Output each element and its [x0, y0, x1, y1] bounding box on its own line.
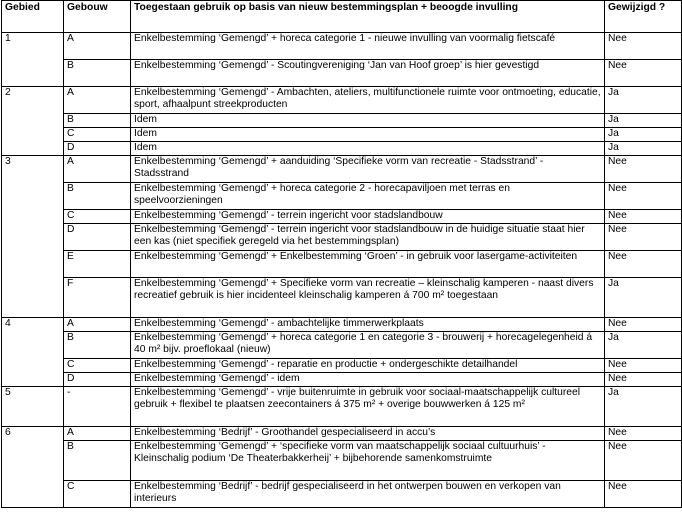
table-row: [2, 332, 682, 359]
table-row: [2, 210, 682, 224]
gewijzigd-cell: Ja: [605, 128, 682, 142]
table-row: [2, 87, 682, 114]
gewijzigd-cell: Nee: [605, 373, 682, 387]
gewijzigd-cell: Nee: [605, 183, 682, 210]
table-row: [2, 224, 682, 251]
gebouw-cell: B: [64, 114, 131, 128]
gebouw-cell: C: [64, 359, 131, 373]
gebouw-cell: A: [64, 156, 131, 183]
gebruik-cell: Enkelbestemming ‘Gemengd’ + horeca categorie 1 en categorie 3 - brouwerij + horecagelegenheid á 40 m² bijv. proeflokaal (nieuw): [131, 332, 605, 359]
gebruik-cell: Enkelbestemming ‘Gemengd’ - idem: [131, 373, 605, 387]
gewijzigd-cell: Ja: [605, 387, 682, 427]
table-row: [2, 183, 682, 210]
gebied-cell: 4: [2, 318, 64, 387]
table-row: [2, 142, 682, 156]
gebied-cell: 5: [2, 387, 64, 427]
gebruik-cell: Enkelbestemming ‘Gemengd’ - Scoutingvereniging ‘Jan van Hoof groep’ is hier gevestigd: [131, 60, 605, 87]
gewijzigd-cell: Nee: [605, 251, 682, 278]
table-row: [2, 359, 682, 373]
table-row: [2, 373, 682, 387]
gebied-cell: 1: [2, 33, 64, 87]
table-row: [2, 251, 682, 278]
gebruik-cell: Enkelbestemming ‘Gemengd’ - vrije buitenruimte in gebruik voor sociaal-maatschappelijk cultureel gebruik + flexibel te plaatsen zeecontainers á 375 m² + overige bouwwerken á 125 m²: [131, 387, 605, 427]
gewijzigd-cell: Ja: [605, 278, 682, 318]
gebruik-cell: Enkelbestemming ‘Bedrijf’ - Groothandel gespecialiseerd in accu’s: [131, 427, 605, 441]
gebouw-cell: D: [64, 224, 131, 251]
table-row: [2, 427, 682, 441]
gebruik-cell: Idem: [131, 128, 605, 142]
gebruik-cell: Idem: [131, 142, 605, 156]
gebouw-cell: B: [64, 183, 131, 210]
gebied-cell: 6: [2, 427, 64, 508]
gebouw-cell: D: [64, 142, 131, 156]
gewijzigd-cell: Ja: [605, 142, 682, 156]
gebouw-cell: A: [64, 318, 131, 332]
table-row: [2, 33, 682, 60]
gebruik-cell: Enkelbestemming ‘Gemengd’ - reparatie en productie + ondergeschikte detailhandel: [131, 359, 605, 373]
gebruik-cell: Enkelbestemming ‘Gemengd’ - terrein ingericht voor stadslandbouw: [131, 210, 605, 224]
gewijzigd-cell: Ja: [605, 114, 682, 128]
gewijzigd-cell: Nee: [605, 60, 682, 87]
gewijzigd-cell: Nee: [605, 441, 682, 481]
gebouw-cell: B: [64, 60, 131, 87]
gewijzigd-cell: Nee: [605, 318, 682, 332]
gebouw-cell: A: [64, 33, 131, 60]
gebruik-cell: Enkelbestemming ‘Gemengd’ + ‘specifieke vorm van maatschappelijk sociaal cultuurhuis’ - Kleinschalig podium ‘De Theaterbakkerheij’ + bijbehorende samenkomstruimte: [131, 441, 605, 481]
gebruik-cell: Enkelbestemming ‘Gemengd’ - terrein ingericht voor stadslandbouw in de huidige situatie staat hier een kas (niet specifiek geregeld via het bestemmingsplan): [131, 224, 605, 251]
table-row: [2, 128, 682, 142]
gewijzigd-cell: Nee: [605, 156, 682, 183]
gewijzigd-cell: Nee: [605, 210, 682, 224]
table-row: [2, 156, 682, 183]
gebouw-cell: B: [64, 441, 131, 481]
gebruik-cell: Enkelbestemming ‘Bedrijf’ - bedrijf gespecialiseerd in het ontwerpen bouwen en verkopen van interieurs: [131, 481, 605, 508]
table-row: [2, 114, 682, 128]
gebruik-cell: Enkelbestemming ‘Gemengd’ + aanduiding ‘Specifieke vorm van recreatie - Stadsstrand’ - Stadsstrand: [131, 156, 605, 183]
gebruik-cell: Enkelbestemming ‘Gemengd’ + Enkelbestemming ‘Groen’ - in gebruik voor lasergame-activiteiten: [131, 251, 605, 278]
header-row: [2, 1, 682, 33]
gebouw-cell: E: [64, 251, 131, 278]
gebruik-cell: Enkelbestemming ‘Gemengd’ + horeca categorie 1 - nieuwe invulling van voormalig fietscafé: [131, 33, 605, 60]
gebied-cell: 3: [2, 156, 64, 318]
table-row: [2, 481, 682, 508]
table-row: [2, 318, 682, 332]
gebouw-cell: A: [64, 87, 131, 114]
gewijzigd-cell: Nee: [605, 481, 682, 508]
gebouw-cell: D: [64, 373, 131, 387]
header-gebruik: Toegestaan gebruik op basis van nieuw bestemmingsplan + beoogde invulling: [131, 1, 605, 33]
gebouw-cell: -: [64, 387, 131, 427]
table-body: [2, 33, 682, 508]
gewijzigd-cell: Ja: [605, 332, 682, 359]
gebouw-cell: F: [64, 278, 131, 318]
gebied-cell: 2: [2, 87, 64, 156]
gebruik-cell: Enkelbestemming ‘Gemengd’ - Ambachten, ateliers, multifunctionele ruimte voor ontmoeting, educatie, sport, afhaalpunt streekproducten: [131, 87, 605, 114]
gebouw-cell: C: [64, 210, 131, 224]
gewijzigd-cell: Nee: [605, 33, 682, 60]
table-row: [2, 441, 682, 481]
gewijzigd-cell: Nee: [605, 427, 682, 441]
table-row: [2, 387, 682, 427]
header-gewijzigd: Gewijzigd ?: [605, 1, 682, 33]
gebouw-cell: A: [64, 427, 131, 441]
gebouw-cell: C: [64, 481, 131, 508]
gebruik-cell: Idem: [131, 114, 605, 128]
gewijzigd-cell: Ja: [605, 87, 682, 114]
header-gebied: Gebied: [2, 1, 64, 33]
gewijzigd-cell: Nee: [605, 359, 682, 373]
gewijzigd-cell: Nee: [605, 224, 682, 251]
header-gebouw: Gebouw: [64, 1, 131, 33]
table-row: [2, 278, 682, 318]
gebouw-cell: C: [64, 128, 131, 142]
gebruik-cell: Enkelbestemming ‘Gemengd’ + Specifieke vorm van recreatie – kleinschalig kamperen - naast divers recreatief gebruik is hier incidenteel kleinschalig kamperen á 700 m² toegestaan: [131, 278, 605, 318]
table-row: [2, 60, 682, 87]
gebruik-cell: Enkelbestemming ‘Gemengd’ - ambachtelijke timmerwerkplaats: [131, 318, 605, 332]
gebruik-cell: Enkelbestemming ‘Gemengd’ + horeca categorie 2 - horecapaviljoen met terras en speelvoorzieningen: [131, 183, 605, 210]
gebouw-cell: B: [64, 332, 131, 359]
bestemmingsplan-table: [1, 0, 682, 508]
